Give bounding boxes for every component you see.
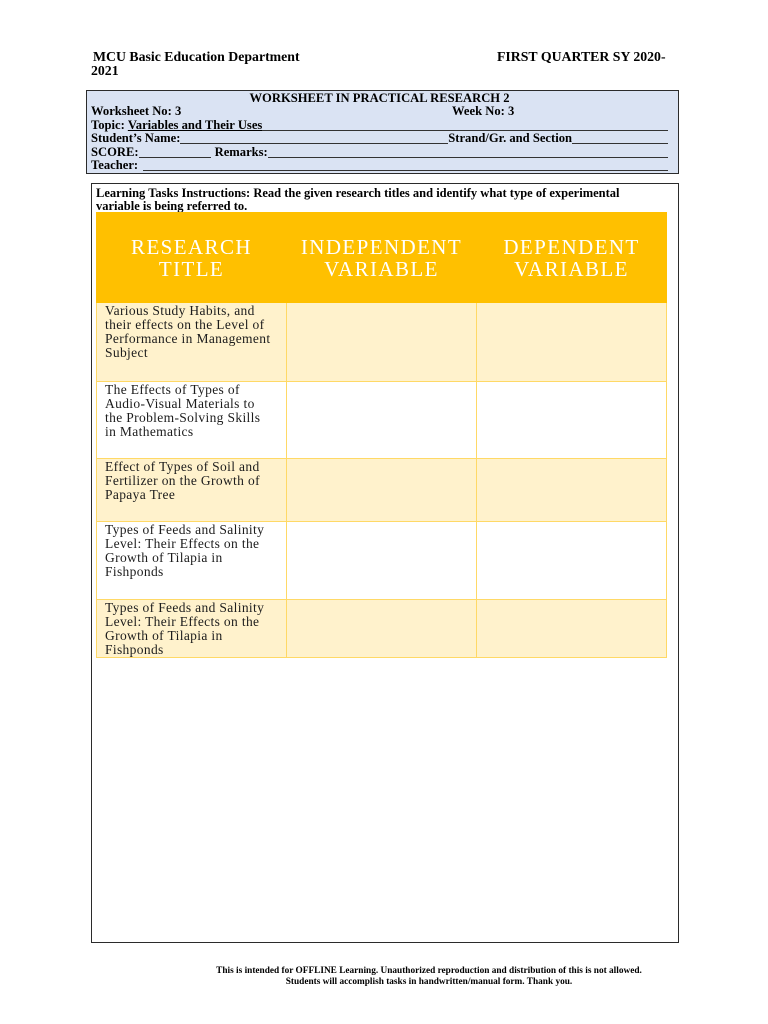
dependent-variable-cell <box>477 522 667 600</box>
independent-variable-cell <box>287 600 477 658</box>
score-label: SCORE: <box>91 144 139 159</box>
footer-notice-line-1: This is intended for OFFLINE Learning. Unauthorized reproduction and distribution of this is not allowed. <box>216 966 642 976</box>
quarter-label: FIRST QUARTER SY 2020- <box>497 49 666 64</box>
department-name: MCU Basic Education Department <box>93 49 300 64</box>
worksheet-week-line <box>91 105 668 118</box>
remarks-blank-line <box>268 157 668 158</box>
teacher-line <box>91 159 668 172</box>
quarter-year-continued: 2021 <box>91 63 119 78</box>
worksheet-title-line <box>91 92 668 105</box>
worksheet-info-box <box>86 90 679 174</box>
task-instructions: Learning Tasks Instructions: Read the given research titles and identify what type of experimental variable is being referred to. <box>96 186 620 213</box>
topic-blank-line <box>262 130 668 131</box>
dependent-variable-cell <box>477 600 667 658</box>
independent-variable-cell <box>287 382 477 459</box>
worksheet-number: Worksheet No: 3 <box>91 104 182 119</box>
table-row <box>97 522 667 600</box>
topic-label: Topic: <box>91 117 125 132</box>
score-blank-line <box>139 157 211 158</box>
strand-blank-line <box>572 143 668 144</box>
table-row <box>97 459 667 522</box>
independent-variable-cell <box>287 303 477 382</box>
header-independent-variable: INDEPENDENT VARIABLE <box>287 213 477 303</box>
student-name-label: Student’s Name: <box>91 131 181 146</box>
week-number: Week No: 3 <box>452 104 515 119</box>
research-title-cell: The Effects of Types of Audio-Visual Materials to the Problem-Solving Skills in Mathematics <box>97 382 287 459</box>
student-line <box>91 132 668 145</box>
student-name-blank-line <box>180 143 448 144</box>
independent-variable-cell <box>287 522 477 600</box>
footer-notice <box>100 966 758 987</box>
score-line <box>91 146 668 159</box>
dependent-variable-cell <box>477 459 667 522</box>
table-row <box>97 303 667 382</box>
topic-line <box>91 119 668 132</box>
teacher-label: Teacher: <box>91 157 139 172</box>
independent-variable-cell <box>287 459 477 522</box>
dependent-variable-cell <box>477 303 667 382</box>
table-header-row <box>97 213 667 303</box>
table-row <box>97 600 667 658</box>
research-title-cell: Effect of Types of Soil and Fertilizer on the Growth of Papaya Tree <box>97 459 287 522</box>
strand-label: Strand/Gr. and Section <box>448 131 572 146</box>
remarks-label: Remarks: <box>214 144 268 159</box>
dependent-variable-cell <box>477 382 667 459</box>
table-row <box>97 382 667 459</box>
topic-value: Variables and Their Uses <box>127 117 263 132</box>
research-title-cell: Types of Feeds and Salinity Level: Their Effects on the Growth of Tilapia in Fishponds <box>97 600 287 658</box>
header-research-title: RESEARCH TITLE <box>97 213 287 303</box>
variables-table <box>96 212 667 658</box>
research-title-cell: Types of Feeds and Salinity Level: Their Effects on the Growth of Tilapia in Fishponds <box>97 522 287 600</box>
worksheet-title: WORKSHEET IN PRACTICAL RESEARCH 2 <box>249 91 510 105</box>
header-dependent-variable: DEPENDENT VARIABLE <box>477 213 667 303</box>
footer-notice-line-2: Students will accomplish tasks in handwritten/manual form. Thank you. <box>285 976 573 987</box>
teacher-blank-line <box>143 170 668 171</box>
research-title-cell: Various Study Habits, and their effects on the Level of Performance in Management Subject <box>97 303 287 382</box>
